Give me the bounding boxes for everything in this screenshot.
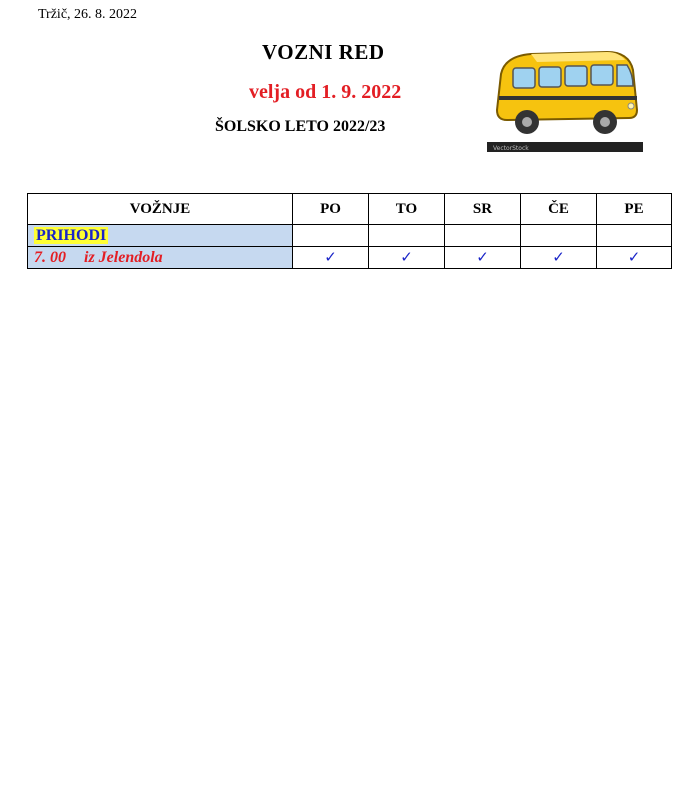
trip-cell (28, 247, 293, 269)
empty-cell (369, 225, 445, 247)
stamp-text: VectorStock (493, 145, 529, 152)
column-header-to: TO (369, 194, 445, 225)
empty-cell (597, 225, 672, 247)
place-date: Tržič, 26. 8. 2022 (38, 7, 138, 22)
check-cell: ✓ (293, 247, 369, 269)
timetable (27, 193, 672, 269)
check-cell: ✓ (445, 247, 521, 269)
column-header-pe: PE (597, 194, 672, 225)
check-cell: ✓ (597, 247, 672, 269)
trip-time: 7. 00 (34, 249, 66, 266)
trip-stop: iz Jelendola (84, 249, 163, 266)
column-header-če: ČE (521, 194, 597, 225)
page-title: VOZNI RED (262, 40, 385, 64)
check-cell: ✓ (369, 247, 445, 269)
column-header-sr: SR (445, 194, 521, 225)
valid-from: velja od 1. 9. 2022 (249, 81, 402, 103)
empty-cell (445, 225, 521, 247)
column-header-po: PO (293, 194, 369, 225)
table-row (28, 247, 672, 269)
section-label-cell (28, 225, 293, 247)
empty-cell (293, 225, 369, 247)
section-row (28, 225, 672, 247)
school-year: ŠOLSKO LETO 2022/23 (215, 118, 386, 135)
column-header-voznje: VOŽNJE (28, 194, 293, 225)
header-row (28, 194, 672, 225)
section-label: PRIHODI (36, 227, 107, 244)
empty-cell (521, 225, 597, 247)
school-bus-image (487, 44, 643, 154)
check-cell: ✓ (521, 247, 597, 269)
